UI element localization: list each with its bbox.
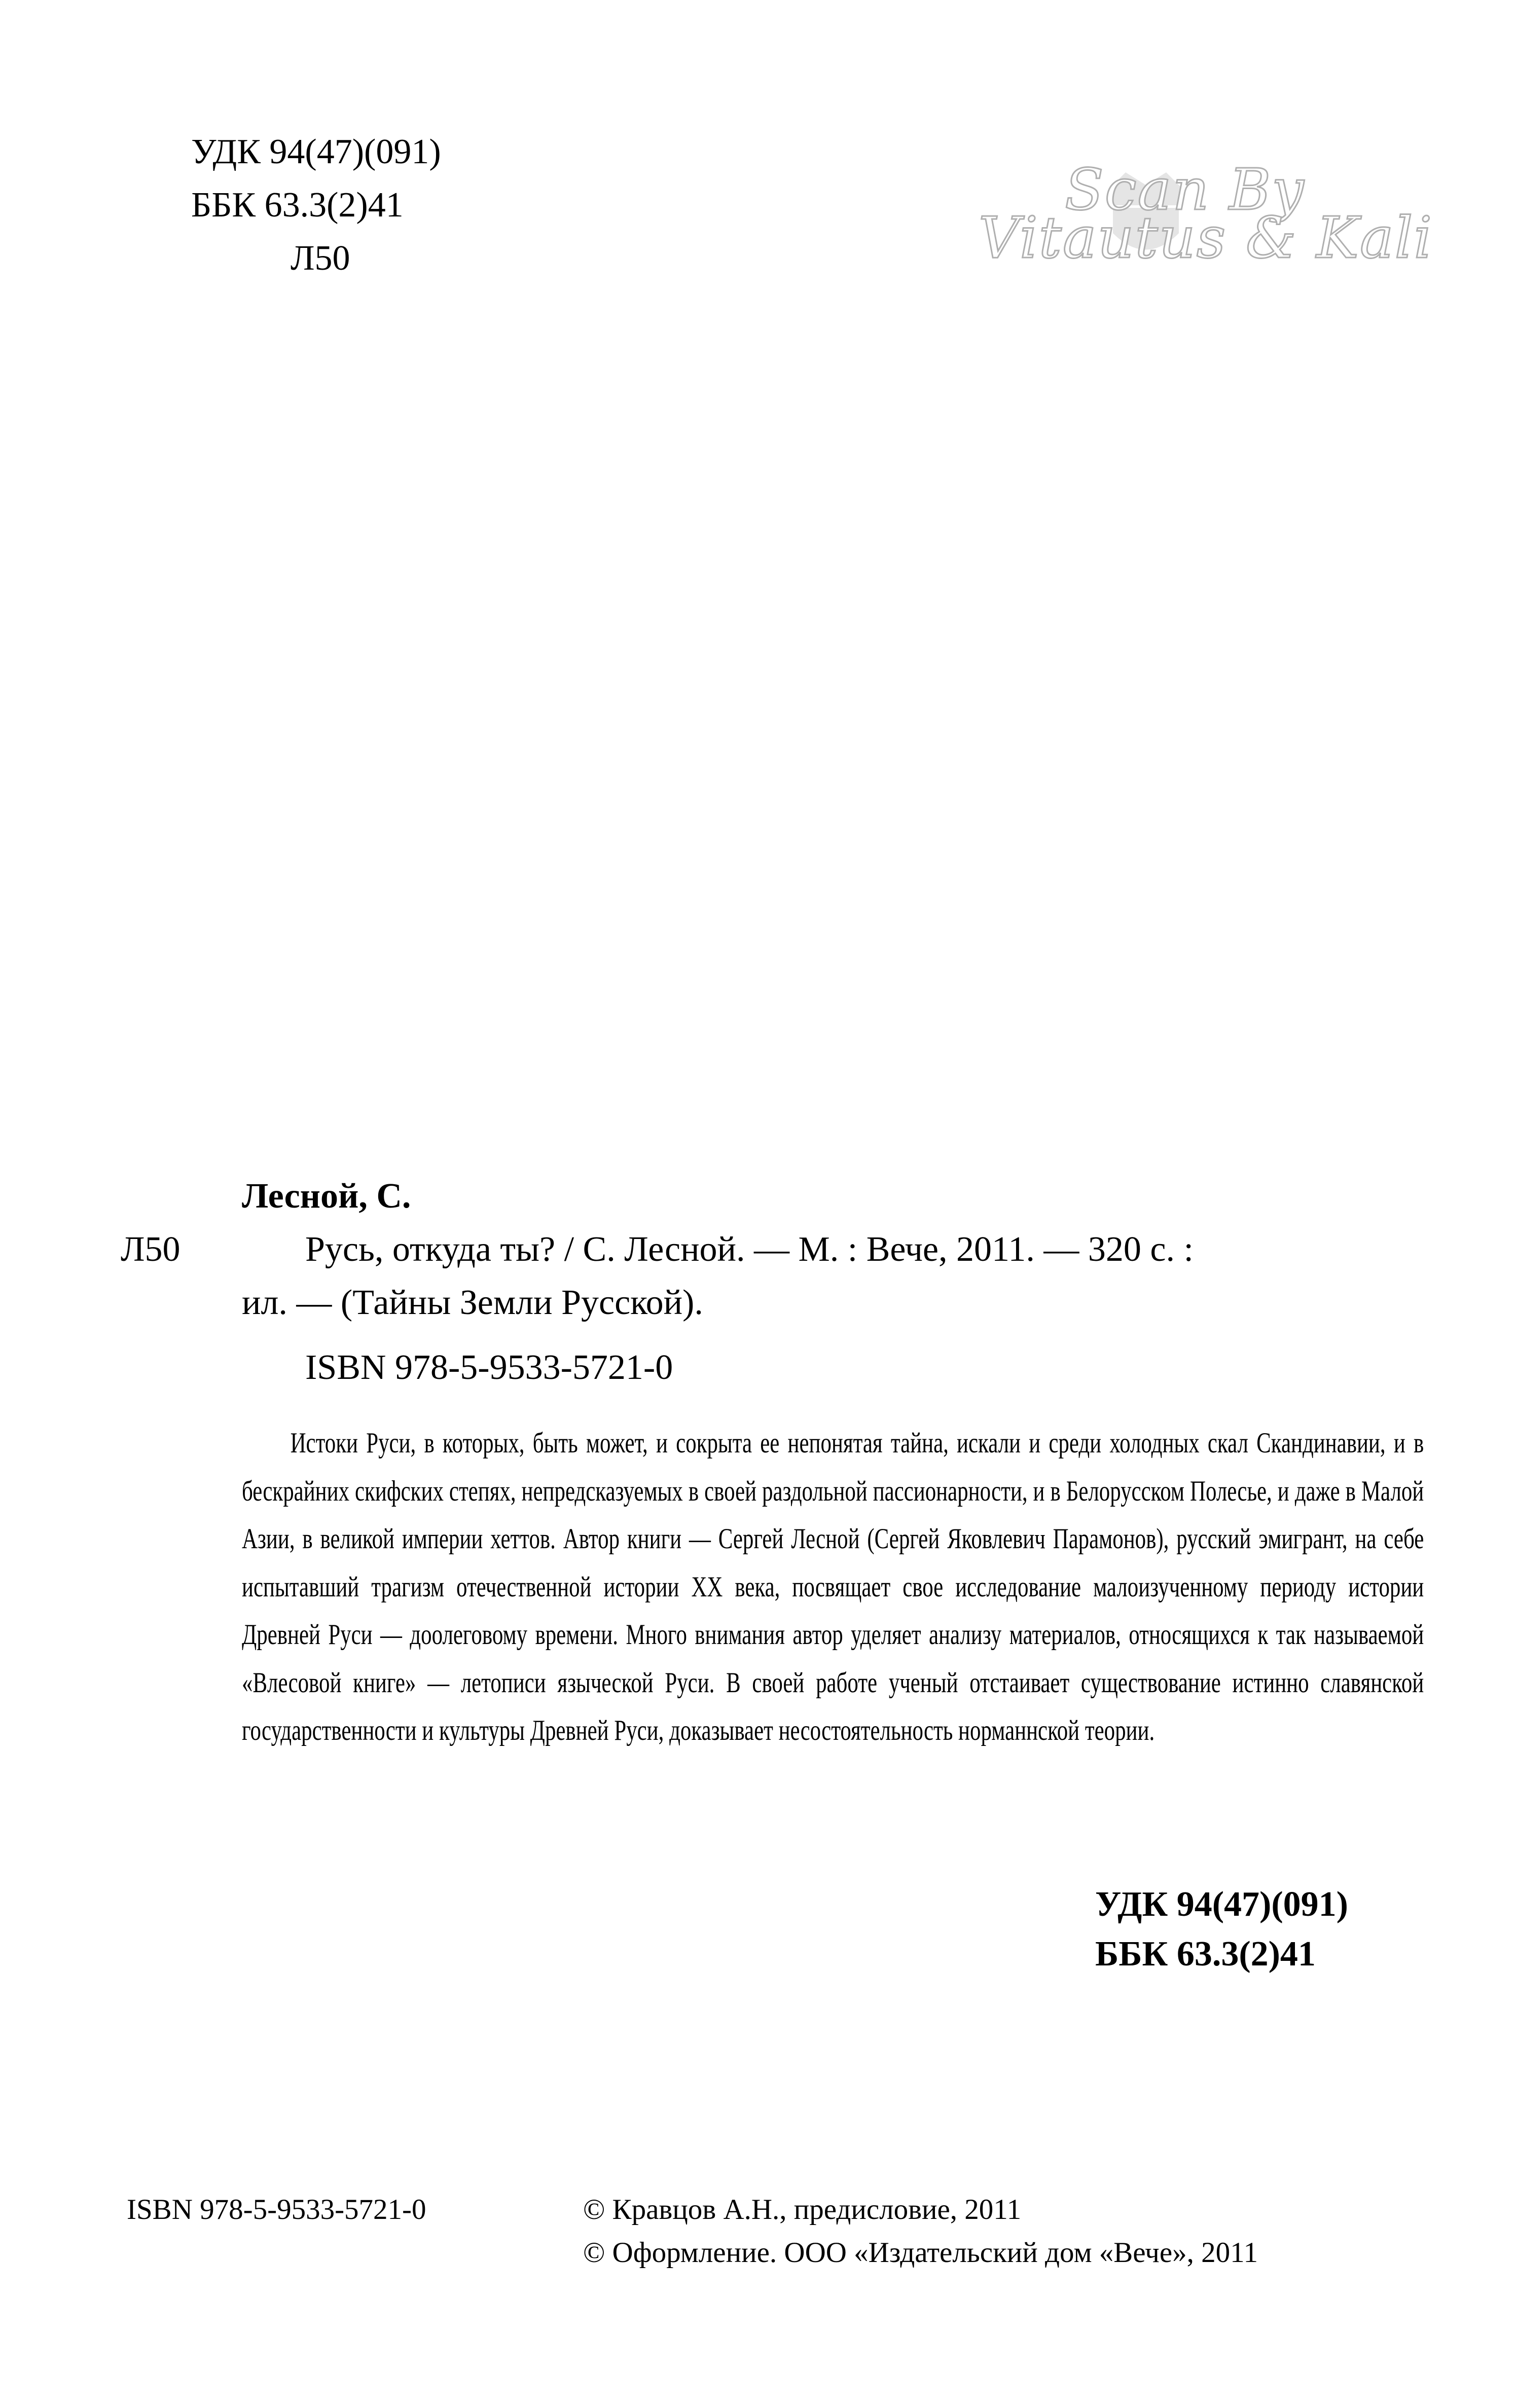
udk-code-bottom: УДК 94(47)(091) bbox=[1095, 1885, 1348, 1924]
watermark-line-2: Vitautus & Kali bbox=[979, 205, 1433, 271]
entry-isbn: ISBN 978-5-9533-5721-0 bbox=[305, 1348, 673, 1387]
bbk-code: ББК 63.3(2)41 bbox=[191, 186, 404, 225]
author-mark: Л50 bbox=[291, 239, 350, 278]
abstract bbox=[242, 1419, 1424, 1755]
bbk-code-bottom: ББК 63.3(2)41 bbox=[1095, 1935, 1316, 1974]
footer-isbn: ISBN 978-5-9533-5721-0 bbox=[127, 2194, 426, 2225]
copyright-preface: © Кравцов А.Н., предисловие, 2011 bbox=[583, 2194, 1022, 2225]
copyright-design: © Оформление. ООО «Издательский дом «Вече», 2011 bbox=[583, 2237, 1258, 2269]
entry-author-mark: Л50 bbox=[121, 1230, 181, 1269]
abstract-text: Истоки Руси, в которых, быть может, и сокрыта ее непонятая тайна, искали и среди холодных скал Скандинавии, и в бескрайних скифских степях, непредсказуемых в своей раздольной пассионарности, и в Белорусском Полесье, и даже в Малой Азии, в великой империи хеттов. Автор книги — Сергей Лесной (Сергей Яковлевич Парамонов), русский эмигрант, на себе испытавший трагизм отечественной истории XX века, посвящает свое исследование малоизученному периоду истории Древней Руси — доолеговому времени. Много внимания автор уделяет анализу материалов, относящихся к так называемой «Влесовой книге» — летописи языческой Руси. В своей работе ученый отстаивает существование истинно славянской государственности и культуры Древней Руси, доказывает несостоятельность норманнской теории. bbox=[242, 1427, 1424, 1746]
entry-heading: Лесной, С. bbox=[242, 1177, 411, 1216]
entry-series-line: ил. — (Тайны Земли Русской). bbox=[242, 1283, 703, 1322]
watermark-line-1: Scan By bbox=[1065, 157, 1305, 223]
udk-code: УДК 94(47)(091) bbox=[191, 132, 441, 171]
scan-watermark bbox=[979, 152, 1433, 304]
entry-title-line: Русь, откуда ты? / С. Лесной. — М. : Вече, 2011. — 320 с. : bbox=[305, 1230, 1194, 1269]
